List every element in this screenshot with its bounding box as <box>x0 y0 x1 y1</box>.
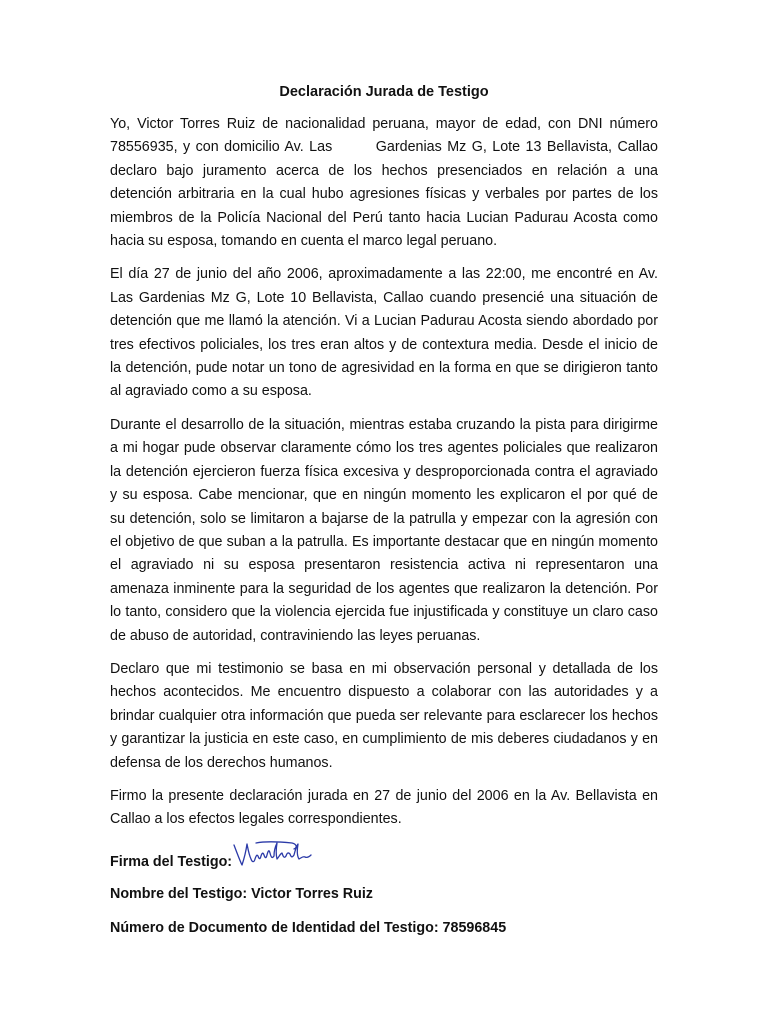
paragraph-identity: Yo, Victor Torres Ruiz de nacionalidad peruana, mayor de edad, con DNI número 78556935, y con domicilio Av. Las Gardenias Mz G, Lote 13 Bellavista, Callao declaro bajo juramento acerca de los hechos presenciados en relación a una detención arbitraria en la cual hubo agresiones físicas y verbales por partes de los miembros de la Policía Nacional del Perú tanto hacia Lucian Padurau Acosta como hacia su esposa, tomando en cuenta el marco legal peruano. <box>110 116 662 250</box>
witness-name: Nombre del Testigo: Victor Torres Ruiz <box>110 885 373 902</box>
witness-id-number: Número de Documento de Identidad del Testigo: 78596845 <box>110 919 507 936</box>
paragraph-signing: Firmo la presente declaración jurada en 27 de junio del 2006 en la Av. Bellavista en Callao a los efectos legales correspondientes. <box>110 787 662 828</box>
paragraph-development: Durante el desarrollo de la situación, mientras estaba cruzando la pista para dirigirme a mi hogar pude observar claramente cómo los tres agentes policiales que realizaron la detención ejercieron fuerza física excesiva y desproporcionada contra el agraviado y su esposa. Cabe mencionar, que en ningún momento les explicaron el por qué de su detención, solo se limitaron a bajarse de la patrulla y empezar con la agresión con el objetivo de que suban a la patrulla. Es importante destacar que en ningún momento el agraviado ni su esposa presentaron resistencia activa ni representaron una amenaza inminente para la seguridad de los agentes que realizaron la detención. Por lo tanto, considero que la violencia ejercida fue injustificada y constituye un claro caso de abuso de autoridad, contraviniendo las leyes peruanas. <box>110 416 662 644</box>
handwritten-signature <box>232 839 314 869</box>
signature-field <box>110 842 658 872</box>
paragraph-testimony: Declaro que mi testimonio se basa en mi observación personal y detallada de los hechos acontecidos. Me encuentro dispuesto a colaborar con las autoridades y a brindar cualquier otra información que pueda ser relevante para esclarecer los hechos y garantizar la justicia en este caso, en cumplimiento de mis deberes ciudadanos y en defensa de los derechos humanos. <box>110 660 662 771</box>
paragraph-incident: El día 27 de junio del año 2006, aproximadamente a las 22:00, me encontré en Av. Las Gardenias Mz G, Lote 10 Bellavista, Callao cuando presencié una situación de detención que me llamó la atención. Vi a Lucian Padurau Acosta siendo abordado por tres efectivos policiales, los tres eran altos y de contextura media. Desde el inicio de la detención, pude notar un tono de agresividad en la forma en que se dirigieron tanto al agraviado como a su esposa. <box>110 266 662 400</box>
document-title: Declaración Jurada de Testigo <box>279 84 489 100</box>
signature-label: Firma del Testigo: <box>110 853 233 870</box>
